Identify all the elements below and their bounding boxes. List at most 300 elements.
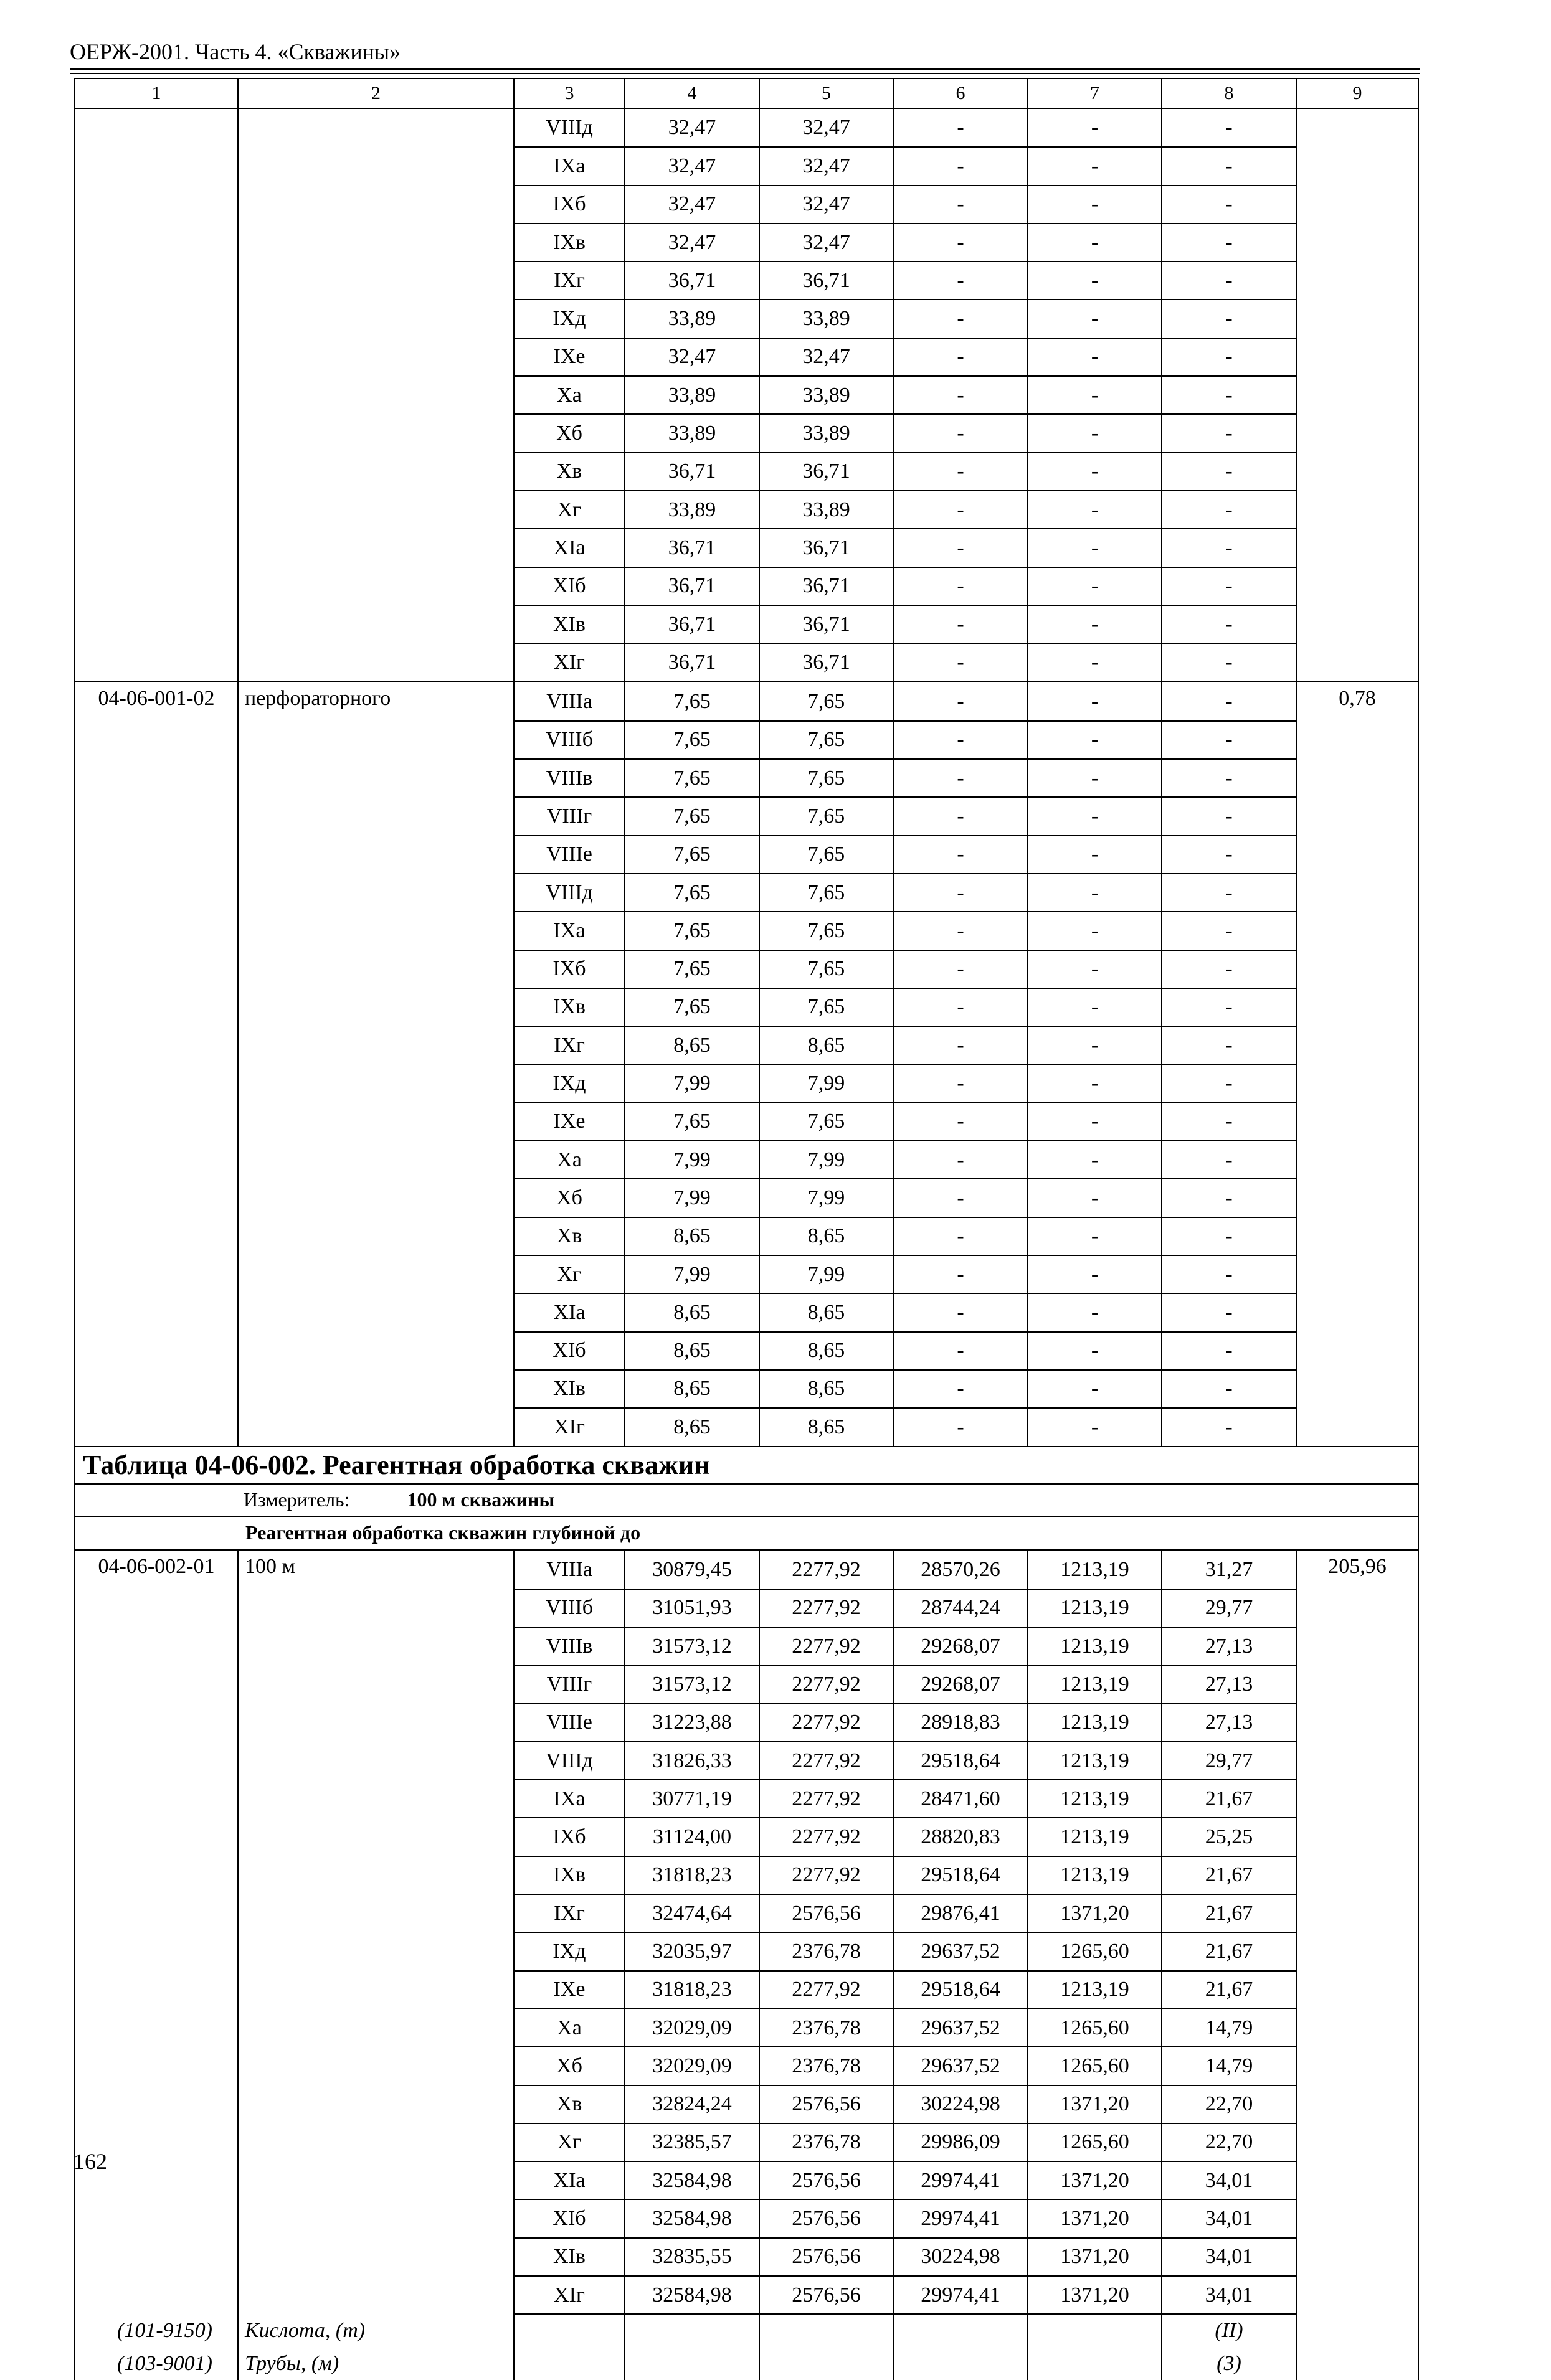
- value-cell: Xа: [514, 376, 625, 414]
- value-cell: -: [893, 1064, 1028, 1102]
- name-cell: [238, 1026, 514, 1064]
- value-cell: -: [1162, 721, 1296, 759]
- value-cell: 7,65: [759, 721, 893, 759]
- col9-cell: [1296, 1408, 1418, 1447]
- value-cell: 28820,83: [893, 1818, 1028, 1856]
- value-cell: 32,47: [759, 147, 893, 185]
- value-cell: -: [893, 262, 1028, 300]
- value-cell: 8,65: [625, 1293, 759, 1331]
- value-cell: 7,65: [759, 759, 893, 797]
- table-row: [75, 1408, 1418, 1447]
- name-cell: [238, 912, 514, 950]
- value-cell: 33,89: [625, 376, 759, 414]
- name-cell: [238, 108, 514, 147]
- code-cell: [75, 2238, 238, 2276]
- header-rule-top: [70, 68, 1420, 70]
- value-cell: 21,67: [1162, 1780, 1296, 1818]
- value-cell: -: [1028, 300, 1162, 338]
- code-cell: [75, 376, 238, 414]
- code-cell: [75, 1780, 238, 1818]
- value-cell: 29,77: [1162, 1589, 1296, 1627]
- value-cell: -: [893, 836, 1028, 874]
- column-number-cell: 7: [1028, 78, 1162, 108]
- value-cell: -: [1162, 414, 1296, 452]
- value-cell: 36,71: [625, 605, 759, 643]
- code-cell: 04-06-001-02: [75, 682, 238, 720]
- code-cell: [75, 262, 238, 300]
- empty-cell: [1028, 2348, 1162, 2380]
- code-cell: [75, 1818, 238, 1856]
- col9-cell: [1296, 912, 1418, 950]
- value-cell: 7,65: [625, 759, 759, 797]
- value-cell: -: [1028, 912, 1162, 950]
- value-cell: -: [893, 1179, 1028, 1217]
- value-cell: -: [893, 1255, 1028, 1293]
- value-cell: -: [893, 950, 1028, 988]
- value-cell: 2277,92: [759, 1550, 893, 1589]
- value-cell: -: [1028, 1217, 1162, 1255]
- value-cell: 32,47: [759, 224, 893, 262]
- value-cell: -: [1162, 376, 1296, 414]
- value-cell: -: [1162, 912, 1296, 950]
- value-cell: 28744,24: [893, 1589, 1028, 1627]
- value-cell: 32,47: [759, 108, 893, 147]
- value-cell: 29518,64: [893, 1971, 1028, 2009]
- value-cell: IXг: [514, 1894, 625, 1932]
- col9-cell: [1296, 2238, 1418, 2276]
- col9-cell: [1296, 1064, 1418, 1102]
- value-cell: Xб: [514, 414, 625, 452]
- value-cell: -: [1162, 300, 1296, 338]
- value-cell: -: [893, 529, 1028, 567]
- empty-cell: [625, 2314, 759, 2347]
- value-cell: -: [893, 797, 1028, 835]
- name-cell: [238, 721, 514, 759]
- col9-cell: [1296, 262, 1418, 300]
- value-cell: XIг: [514, 1408, 625, 1447]
- col9-cell: [1296, 2276, 1418, 2314]
- value-cell: 33,89: [759, 414, 893, 452]
- value-cell: -: [893, 759, 1028, 797]
- column-number-cell: 8: [1162, 78, 1296, 108]
- table-row: [75, 874, 1418, 912]
- table-row: [75, 1780, 1418, 1818]
- name-cell: [238, 2123, 514, 2161]
- resource-name: Кислота, (т): [238, 2314, 514, 2347]
- name-cell: [238, 950, 514, 988]
- value-cell: 34,01: [1162, 2276, 1296, 2314]
- value-cell: Xб: [514, 2047, 625, 2085]
- value-cell: -: [1162, 836, 1296, 874]
- value-cell: -: [1162, 262, 1296, 300]
- empty-cell: [514, 2314, 625, 2347]
- name-cell: [238, 1217, 514, 1255]
- value-cell: 31223,88: [625, 1704, 759, 1742]
- table-row: [75, 2047, 1418, 2085]
- value-cell: 32584,98: [625, 2161, 759, 2199]
- value-cell: 7,65: [759, 836, 893, 874]
- code-cell: [75, 338, 238, 376]
- value-cell: 2576,56: [759, 2238, 893, 2276]
- value-cell: 8,65: [759, 1370, 893, 1408]
- value-cell: IXг: [514, 1026, 625, 1064]
- col9-cell: 0,78: [1296, 682, 1418, 720]
- value-cell: XIа: [514, 2161, 625, 2199]
- column-number-row: [75, 78, 1418, 108]
- value-cell: -: [893, 414, 1028, 452]
- name-cell: [238, 2161, 514, 2199]
- value-cell: 32,47: [625, 186, 759, 224]
- value-cell: XIа: [514, 529, 625, 567]
- value-cell: -: [1162, 874, 1296, 912]
- value-cell: -: [1162, 1026, 1296, 1064]
- value-cell: 21,67: [1162, 1932, 1296, 1970]
- table-row: [75, 2123, 1418, 2161]
- value-cell: -: [1028, 797, 1162, 835]
- value-cell: -: [1162, 529, 1296, 567]
- table-row: [75, 759, 1418, 797]
- value-cell: VIIIд: [514, 108, 625, 147]
- name-cell: [238, 1856, 514, 1894]
- code-cell: [75, 1704, 238, 1742]
- table-row: [75, 1141, 1418, 1179]
- value-cell: Xа: [514, 1141, 625, 1179]
- table-row: [75, 797, 1418, 835]
- code-cell: [75, 1141, 238, 1179]
- value-cell: 7,65: [625, 874, 759, 912]
- value-cell: IXб: [514, 1818, 625, 1856]
- code-cell: [75, 2085, 238, 2123]
- value-cell: -: [1162, 759, 1296, 797]
- value-cell: 29876,41: [893, 1894, 1028, 1932]
- code-cell: [75, 1217, 238, 1255]
- value-cell: 2376,78: [759, 1932, 893, 1970]
- subheading-row: [75, 1516, 1418, 1550]
- value-cell: -: [1028, 1408, 1162, 1447]
- value-cell: 32,47: [625, 224, 759, 262]
- value-cell: -: [1028, 643, 1162, 682]
- value-cell: 2277,92: [759, 1627, 893, 1665]
- value-cell: XIб: [514, 1332, 625, 1370]
- value-cell: 7,99: [759, 1179, 893, 1217]
- value-cell: Xв: [514, 2085, 625, 2123]
- value-cell: 1213,19: [1028, 1856, 1162, 1894]
- empty-cell: [514, 2348, 625, 2380]
- value-cell: 7,65: [759, 797, 893, 835]
- resource-row: [75, 2314, 1418, 2347]
- col9-cell: [1296, 1370, 1418, 1408]
- table-row: [75, 1217, 1418, 1255]
- value-cell: -: [1162, 224, 1296, 262]
- col9-cell: [1296, 453, 1418, 491]
- value-cell: 29,77: [1162, 1742, 1296, 1780]
- value-cell: Xг: [514, 2123, 625, 2161]
- value-cell: IXб: [514, 186, 625, 224]
- value-cell: 1213,19: [1028, 1704, 1162, 1742]
- value-cell: -: [893, 1332, 1028, 1370]
- value-cell: -: [1162, 1293, 1296, 1331]
- value-cell: IXг: [514, 262, 625, 300]
- measure-label: Измеритель:: [244, 1488, 350, 1511]
- code-cell: [75, 1408, 238, 1447]
- name-cell: [238, 1179, 514, 1217]
- value-cell: 28570,26: [893, 1550, 1028, 1589]
- table-row: [75, 1665, 1418, 1703]
- col9-cell: [1296, 2009, 1418, 2047]
- resource-name: Трубы, (м): [238, 2348, 514, 2380]
- value-cell: 29518,64: [893, 1856, 1028, 1894]
- value-cell: 2576,56: [759, 2161, 893, 2199]
- table-row: [75, 1293, 1418, 1331]
- table-row: [75, 529, 1418, 567]
- table-row: [75, 1932, 1418, 1970]
- code-cell: [75, 1332, 238, 1370]
- column-number-cell: 5: [759, 78, 893, 108]
- code-cell: [75, 186, 238, 224]
- table-row: [75, 453, 1418, 491]
- value-cell: 1213,19: [1028, 1742, 1162, 1780]
- value-cell: 36,71: [625, 262, 759, 300]
- value-cell: 31573,12: [625, 1665, 759, 1703]
- code-cell: [75, 1370, 238, 1408]
- value-cell: IXа: [514, 912, 625, 950]
- value-cell: Xг: [514, 1255, 625, 1293]
- table-row: [75, 682, 1418, 720]
- value-cell: -: [1162, 186, 1296, 224]
- table-row: [75, 1179, 1418, 1217]
- table-row: [75, 1742, 1418, 1780]
- value-cell: -: [893, 1103, 1028, 1141]
- value-cell: 36,71: [625, 453, 759, 491]
- value-cell: 29268,07: [893, 1665, 1028, 1703]
- value-cell: -: [1028, 1293, 1162, 1331]
- value-cell: XIг: [514, 643, 625, 682]
- value-cell: -: [1028, 262, 1162, 300]
- value-cell: 32584,98: [625, 2276, 759, 2314]
- col9-cell: [1296, 147, 1418, 185]
- value-cell: -: [1028, 836, 1162, 874]
- col9-cell: [1296, 1818, 1418, 1856]
- value-cell: 31051,93: [625, 1589, 759, 1627]
- table-row: [75, 491, 1418, 529]
- value-cell: -: [893, 1026, 1028, 1064]
- value-cell: 2376,78: [759, 2123, 893, 2161]
- value-cell: 1371,20: [1028, 2276, 1162, 2314]
- value-cell: 36,71: [759, 567, 893, 605]
- value-cell: -: [893, 1217, 1028, 1255]
- col9-cell: [1296, 529, 1418, 567]
- value-cell: 27,13: [1162, 1665, 1296, 1703]
- value-cell: 2576,56: [759, 2085, 893, 2123]
- table-row: [75, 567, 1418, 605]
- value-cell: VIIIа: [514, 1550, 625, 1589]
- value-cell: -: [893, 682, 1028, 720]
- value-cell: 30879,45: [625, 1550, 759, 1589]
- value-cell: -: [893, 338, 1028, 376]
- table-row: [75, 262, 1418, 300]
- resource-row: [75, 2348, 1418, 2380]
- value-cell: 7,65: [625, 988, 759, 1026]
- name-cell: [238, 2199, 514, 2237]
- value-cell: 2576,56: [759, 1894, 893, 1932]
- empty-cell: [759, 2314, 893, 2347]
- name-cell: [238, 414, 514, 452]
- value-cell: -: [1162, 491, 1296, 529]
- subheading-cell: [75, 1516, 1418, 1550]
- value-cell: -: [893, 108, 1028, 147]
- value-cell: 21,67: [1162, 1894, 1296, 1932]
- value-cell: 7,99: [759, 1141, 893, 1179]
- name-cell: [238, 2009, 514, 2047]
- value-cell: 1213,19: [1028, 1627, 1162, 1665]
- empty-cell: [893, 2348, 1028, 2380]
- table-row: [75, 414, 1418, 452]
- value-cell: 2277,92: [759, 1589, 893, 1627]
- col9-cell: [1296, 1217, 1418, 1255]
- value-cell: -: [893, 605, 1028, 643]
- measure-row: [75, 1484, 1418, 1516]
- value-cell: VIIIе: [514, 836, 625, 874]
- name-cell: [238, 1589, 514, 1627]
- value-cell: 36,71: [625, 529, 759, 567]
- col9-cell: [1296, 1026, 1418, 1064]
- table-row: [75, 1255, 1418, 1293]
- value-cell: 2576,56: [759, 2199, 893, 2237]
- value-cell: 1371,20: [1028, 2238, 1162, 2276]
- value-cell: -: [1162, 1370, 1296, 1408]
- table-row: [75, 2199, 1418, 2237]
- value-cell: -: [1162, 1217, 1296, 1255]
- value-cell: -: [1028, 224, 1162, 262]
- value-cell: 2576,56: [759, 2276, 893, 2314]
- value-cell: 36,71: [759, 605, 893, 643]
- value-cell: 2376,78: [759, 2009, 893, 2047]
- value-cell: IXв: [514, 988, 625, 1026]
- value-cell: 8,65: [625, 1408, 759, 1447]
- code-cell: [75, 1255, 238, 1293]
- value-cell: 33,89: [625, 491, 759, 529]
- value-cell: -: [1028, 721, 1162, 759]
- table-row: [75, 147, 1418, 185]
- value-cell: 22,70: [1162, 2085, 1296, 2123]
- value-cell: -: [1028, 1064, 1162, 1102]
- value-cell: -: [893, 300, 1028, 338]
- empty-cell: [1296, 2314, 1418, 2347]
- name-cell: 100 м: [238, 1550, 514, 1589]
- table-row: [75, 988, 1418, 1026]
- name-cell: [238, 1780, 514, 1818]
- value-cell: 31818,23: [625, 1971, 759, 2009]
- value-cell: -: [1162, 643, 1296, 682]
- col9-cell: [1296, 2199, 1418, 2237]
- value-cell: 28918,83: [893, 1704, 1028, 1742]
- empty-cell: [893, 2314, 1028, 2347]
- name-cell: [238, 2047, 514, 2085]
- value-cell: 7,65: [759, 950, 893, 988]
- table-row: [75, 605, 1418, 643]
- col9-cell: [1296, 224, 1418, 262]
- table-row: [75, 912, 1418, 950]
- table-row: [75, 1103, 1418, 1141]
- code-cell: [75, 721, 238, 759]
- code-cell: [75, 2009, 238, 2047]
- code-cell: [75, 108, 238, 147]
- value-cell: -: [893, 1293, 1028, 1331]
- value-cell: -: [1162, 1255, 1296, 1293]
- value-cell: 7,99: [625, 1179, 759, 1217]
- value-cell: 32824,24: [625, 2085, 759, 2123]
- value-cell: 29518,64: [893, 1742, 1028, 1780]
- value-cell: -: [1028, 414, 1162, 452]
- col9-cell: [1296, 1589, 1418, 1627]
- value-cell: 29637,52: [893, 2009, 1028, 2047]
- table-row: [75, 643, 1418, 682]
- value-cell: 32029,09: [625, 2009, 759, 2047]
- value-cell: 29637,52: [893, 2047, 1028, 2085]
- value-cell: 32035,97: [625, 1932, 759, 1970]
- code-cell: [75, 2047, 238, 2085]
- table-row: [75, 1332, 1418, 1370]
- table-row: [75, 1064, 1418, 1102]
- value-cell: -: [893, 491, 1028, 529]
- table-row: [75, 836, 1418, 874]
- page-number: 162: [74, 2149, 107, 2174]
- table-row: [75, 376, 1418, 414]
- col9-cell: [1296, 1742, 1418, 1780]
- value-cell: IXб: [514, 950, 625, 988]
- value-cell: 2277,92: [759, 1665, 893, 1703]
- value-cell: 2277,92: [759, 1818, 893, 1856]
- value-cell: -: [1162, 950, 1296, 988]
- value-cell: 1213,19: [1028, 1818, 1162, 1856]
- value-cell: 1213,19: [1028, 1971, 1162, 2009]
- column-number-cell: 1: [75, 78, 238, 108]
- code-cell: [75, 1064, 238, 1102]
- value-cell: VIIIб: [514, 1589, 625, 1627]
- resource-code: (101-9150): [75, 2314, 238, 2347]
- value-cell: -: [893, 1141, 1028, 1179]
- value-cell: 22,70: [1162, 2123, 1296, 2161]
- value-cell: -: [1028, 376, 1162, 414]
- value-cell: -: [1028, 529, 1162, 567]
- code-cell: [75, 912, 238, 950]
- value-cell: -: [1162, 453, 1296, 491]
- value-cell: 36,71: [759, 643, 893, 682]
- value-cell: -: [1028, 491, 1162, 529]
- code-cell: [75, 1179, 238, 1217]
- table-row: [75, 300, 1418, 338]
- value-cell: 29974,41: [893, 2276, 1028, 2314]
- code-cell: [75, 988, 238, 1026]
- name-cell: [238, 1255, 514, 1293]
- col9-cell: [1296, 759, 1418, 797]
- table-row: [75, 1550, 1418, 1589]
- table-row: [75, 2161, 1418, 2199]
- value-cell: IXд: [514, 300, 625, 338]
- value-cell: 34,01: [1162, 2161, 1296, 2199]
- value-cell: VIIIв: [514, 759, 625, 797]
- code-cell: [75, 1894, 238, 1932]
- value-cell: 32474,64: [625, 1894, 759, 1932]
- name-cell: [238, 529, 514, 567]
- code-cell: [75, 759, 238, 797]
- code-cell: [75, 874, 238, 912]
- value-cell: 8,65: [759, 1293, 893, 1331]
- col9-cell: [1296, 643, 1418, 682]
- value-cell: 7,99: [625, 1255, 759, 1293]
- value-cell: VIIIв: [514, 1627, 625, 1665]
- value-cell: -: [1028, 1141, 1162, 1179]
